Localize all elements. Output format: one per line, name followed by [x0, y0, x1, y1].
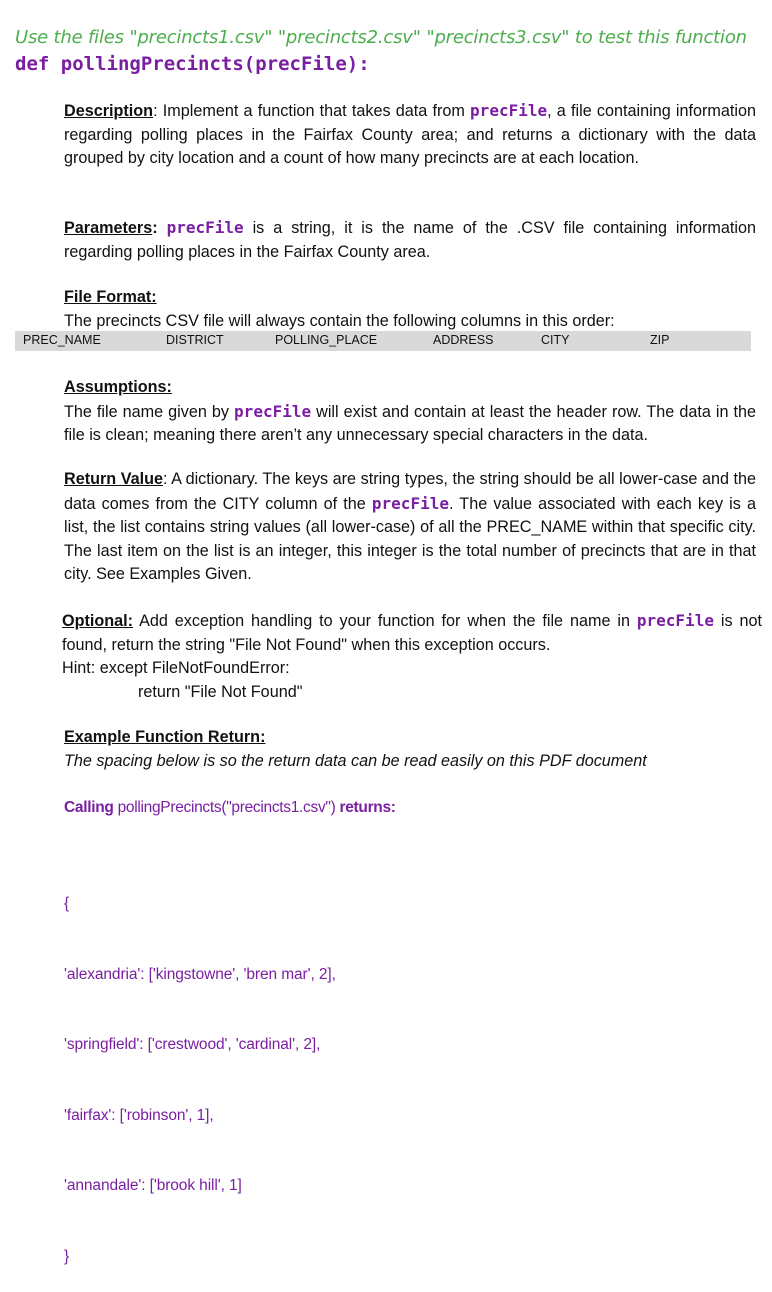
description-label: Description [64, 102, 154, 120]
columns-header-row [15, 331, 751, 351]
assumptions-label: Assumptions: [64, 378, 172, 396]
return-value-label: Return Value [64, 470, 163, 488]
optional-label: Optional: [62, 612, 134, 630]
optional-text-2: is not found, return the string "File Not Found" when this exception occurs. [62, 612, 762, 654]
description-code: precFile [470, 101, 548, 120]
function-name: pollingPrecincts(precFile): [60, 53, 370, 75]
return-line: 'alexandria': ['kingstowne', 'bren mar', 2], [64, 965, 336, 983]
description-section [64, 99, 756, 171]
column-city: CITY [541, 333, 570, 347]
assumptions-section [64, 376, 756, 448]
function-signature [15, 53, 370, 75]
description-text-1: : Implement a function that takes data from [153, 102, 471, 120]
calling-word: Calling [64, 799, 114, 816]
return-line: } [64, 1247, 70, 1265]
optional-hint-return: return "File Not Found" [138, 682, 303, 701]
column-zip: ZIP [650, 333, 670, 347]
optional-text-1: Add exception handling to your function for when the file name in [133, 612, 637, 630]
column-polling-place: POLLING_PLACE [275, 333, 378, 347]
file-format-text: The precincts CSV file will always contain the following columns in this order: [64, 311, 615, 330]
parameters-code: precFile [166, 218, 244, 237]
assumptions-code: precFile [234, 401, 312, 421]
optional-code: precFile [636, 611, 714, 630]
example-call-line [64, 799, 396, 817]
return-value-text-1: : A dictionary. The keys are string types, the string should be all lower-case and the data comes from the CITY column of the [64, 470, 757, 513]
file-format-label: File Format: [64, 288, 157, 306]
def-keyword: def [15, 53, 50, 75]
return-line: 'springfield': ['crestwood', 'cardinal', 2], [64, 1036, 321, 1053]
file-format-section [64, 286, 756, 333]
parameters-colon: : [152, 219, 167, 237]
assumptions-text-2: will exist and contain at least the header row. The data in the file is clean; meaning there aren’t any unnecessary special characters in the data. [64, 402, 756, 444]
return-line: 'annandale': ['brook hill', 1] [64, 1177, 242, 1194]
return-line: 'fairfax': ['robinson', 1], [64, 1106, 214, 1124]
description-text-2: , a file containing information regarding polling places in the Fairfax County area; and returns a dictionary with the data grouped by city location and a count of how many precincts are at each location. [64, 102, 756, 167]
parameters-label: Parameters [64, 219, 153, 237]
example-note: The spacing below is so the return data can be read easily on this PDF document [64, 751, 647, 770]
return-line: { [64, 895, 70, 912]
example-label: Example Function Return: [64, 728, 266, 746]
column-address: ADDRESS [433, 333, 494, 347]
return-value-text-2: . The value associated with each key is a list, the list contains string values (all lower-case) of all the PREC_NAME within that specific city. The last item on the list is an integer, this integer is the total number of precincts that are in that city. See Examples Given. [64, 494, 756, 583]
example-section [64, 726, 756, 773]
optional-hint: Hint: except FileNotFoundError: [62, 659, 290, 677]
column-prec-name: PREC_NAME [23, 333, 101, 347]
return-value-code: precFile [371, 493, 449, 513]
assumptions-text-1: The file name given by [64, 402, 235, 421]
example-return-block [64, 845, 336, 1292]
return-value-section [64, 468, 756, 587]
returns-word: returns: [339, 799, 396, 816]
parameters-text: is a string, it is the name of the .CSV file containing information regarding polling places in the Fairfax County area. [64, 219, 757, 261]
parameters-section [64, 216, 756, 264]
column-district: DISTRICT [166, 333, 224, 347]
comment-line: Use the files "precincts1.csv" "precincts2.csv" "precincts3.csv" to test this function [15, 27, 747, 48]
optional-section [62, 609, 762, 704]
call-expression: pollingPrecincts("precincts1.csv") [113, 799, 340, 816]
